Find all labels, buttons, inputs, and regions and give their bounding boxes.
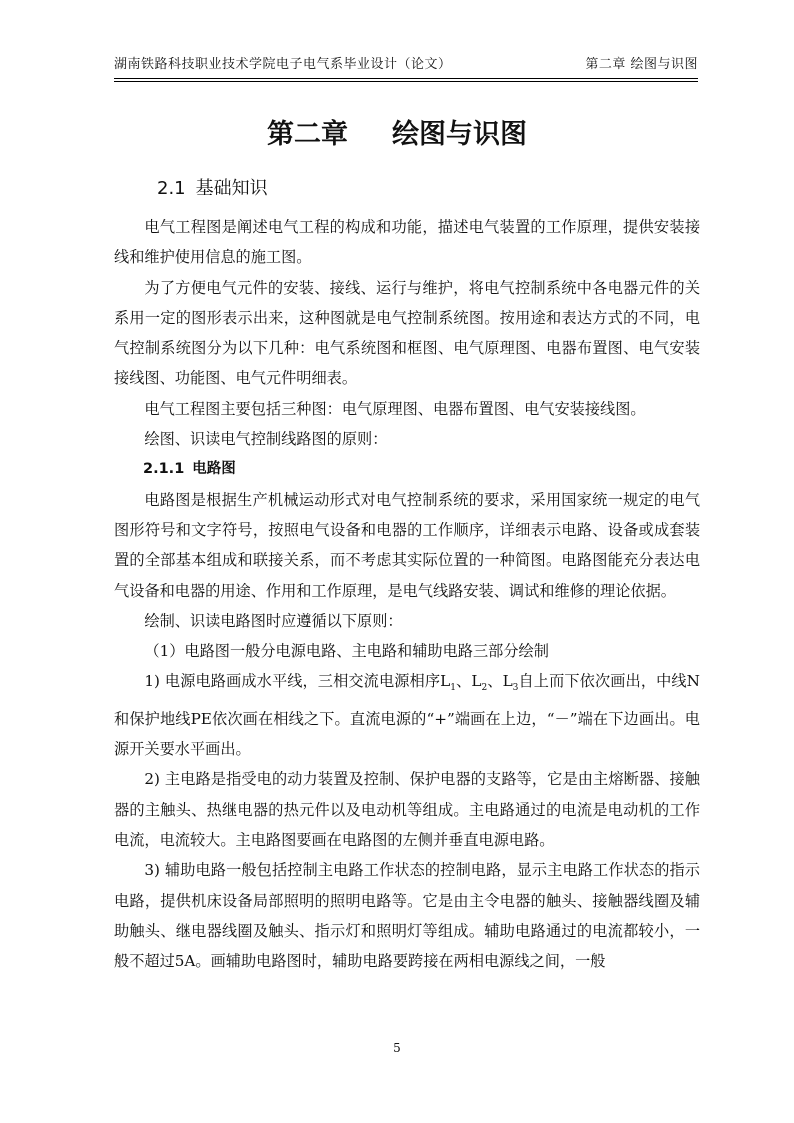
text-run: 自上而下依次画出，中线N和保护地线PE依次画在相线之下。直流电源的“+”端画在上边，“－”端在下边画出。电源开关要水平画出。 [114, 672, 700, 759]
paragraph: 电气工程图是阐述电气工程的构成和功能，描述电气装置的工作原理，提供安装接线和维护使用信息的施工图。 [114, 218, 700, 267]
paragraph: 为了方便电气元件的安装、接线、运行与维护，将电气控制系统中各电器元件的关系用一定的图形表示出来，这种图就是电气控制系统图。按用途和表达方式的不同，电气控制系统图分为以下几种：电气系统图和框图、电气原理图、电器布置图、电气安装接线图、功能图、电气元件明细表。 [114, 278, 700, 388]
subsection-heading [114, 454, 700, 484]
subscript: 2 [481, 683, 488, 694]
text-run: 、L [487, 672, 513, 691]
paragraph: 2) 主电路是指受电的动力装置及控制、保护电器的支路等，它是由主熔断器、接触器的主触头、热继电器的热元件以及电动机等组成。主电路通过的电流是电动机的工作电流，电流较大。主电路图要画在电路图的左侧并垂直电源电路。 [114, 770, 700, 849]
section-number: 2.1 [157, 178, 186, 199]
chapter-number: 第二章 [267, 119, 348, 150]
paragraph: 3) 辅助电路一般包括控制主电路工作状态的控制电路，显示主电路工作状态的指示电路，提供机床设备局部照明的照明电路等。它是由主令电器的触头、接触器线圈及辅助触头、继电器线圈及触头、指示灯和照明灯等组成。辅助电路通过的电流都较小，一般不超过5A。画辅助电路图时，辅助电路要跨接在两相电源线之间，一般 [114, 861, 700, 971]
text-run: 1) 电源电路画成水平线，三相交流电源相序L [144, 672, 451, 691]
subsection-number: 2.1.1 [143, 461, 185, 478]
subsection-title: 电路图 [192, 461, 236, 478]
text-run: 、L [455, 672, 482, 691]
header-rule [114, 81, 698, 82]
paragraph: 电气工程图主要包括三种图：电气原理图、电器布置图、电气安装接线图。 [144, 399, 646, 418]
page-number: 5 [393, 1041, 401, 1055]
page-header [114, 50, 698, 79]
body-text [114, 212, 700, 976]
paragraph: 绘制、识读电路图时应遵循以下原则： [144, 611, 403, 630]
subscript: 3 [512, 683, 519, 694]
chapter-name: 绘图与识图 [392, 119, 527, 150]
paragraph [114, 666, 700, 764]
subscript: 1 [450, 683, 456, 694]
paragraph: 绘图、识读电气控制线路图的原则： [144, 430, 388, 449]
paragraph: （1）电路图一般分电源电路、主电路和辅助电路三部分绘制 [144, 642, 549, 661]
section-title [157, 174, 268, 200]
paragraph: 电路图是根据生产机械运动形式对电气控制系统的要求，采用国家统一规定的电气图形符号和文字符号，按照电气设备和电器的工作顺序，详细表示电路、设备或成套装置的全部基本组成和联接关系，而不考虑其实际位置的一种简图。电路图能充分表达电气设备和电器的用途、作用和工作原理，是电气线路安装、调试和维修的理论依据。 [114, 490, 700, 600]
header-left-text: 湖南铁路科技职业技术学院电子电气系毕业设计（论文） [114, 57, 452, 72]
header-right-text: 第二章 绘图与识图 [585, 57, 698, 72]
chapter-title [0, 112, 794, 151]
section-name: 基础知识 [195, 178, 268, 199]
